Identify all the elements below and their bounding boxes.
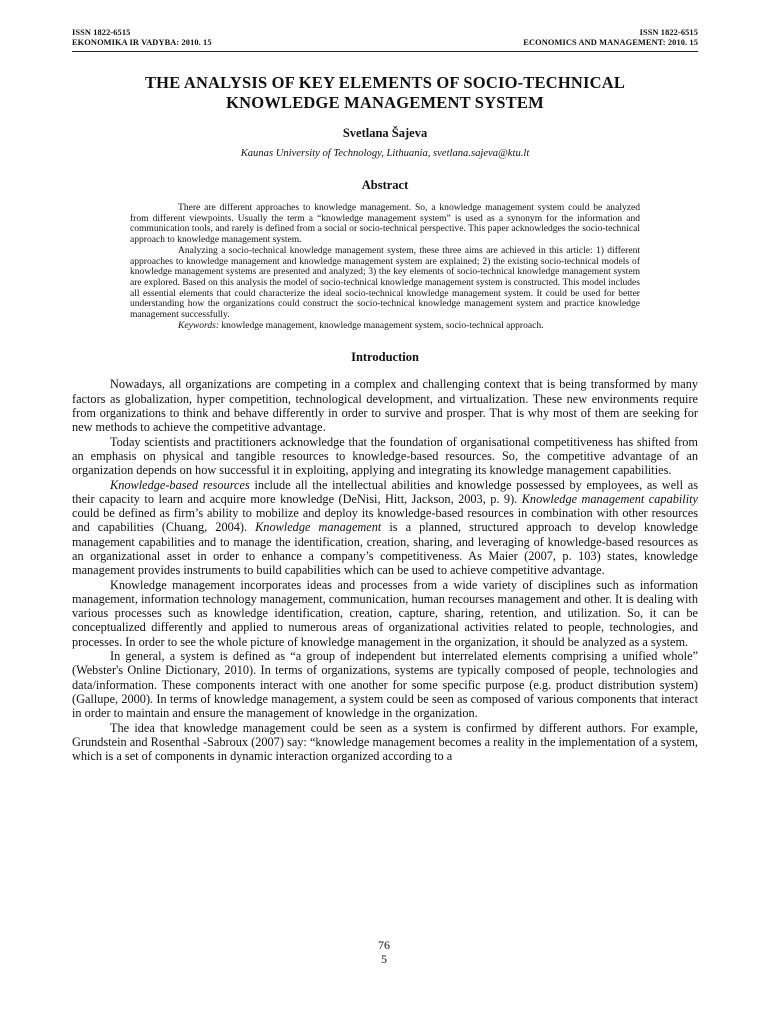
keywords-text: knowledge management, knowledge management system, socio-technical approach. [219, 319, 544, 331]
page-number [0, 938, 768, 966]
keywords-label: Keywords: [178, 319, 220, 331]
term-knowledge-based-resources: Knowledge-based resources [110, 477, 250, 492]
author-affiliation: Kaunas University of Technology, Lithuania, svetlana.sajeva@ktu.lt [240, 148, 530, 159]
paper-page [72, 28, 698, 763]
header-left [72, 28, 212, 48]
abstract [130, 203, 640, 331]
abstract-paragraph-2: Analyzing a socio-technical knowledge management system, these three aims are achieved in this article: 1) different approaches to knowledge management and knowledge management system are explained; 2) the existing socio-technical models of knowledge management systems are presented and analyzed; 3) the key elements of socio-technical knowledge management system are explored. Based on this analysis the model of socio-technical knowledge management system is constructed. This model includes all essential elements that could characterize the ideal socio-technical knowledge management system. It could be used for better understanding how the organizations could construct the socio-technical knowledge management system and practice knowledge management successfully. [130, 244, 640, 321]
header-rule [72, 51, 698, 52]
header-right-journal: ECONOMICS AND MANAGEMENT: 2010. 15 [523, 38, 698, 47]
header-right [523, 28, 698, 48]
keywords [130, 321, 640, 332]
introduction-heading: Introduction [351, 350, 419, 365]
paper-title [72, 73, 698, 113]
intro-p3-text-3: is a planned, structured approach to develop knowledge management capabilities and to manage the identification, creation, sharing, and leveraging of knowledge-based resources as an organizational asset in order to enhance a company’s competitiveness. As Maier (2007, p. 103) states, knowledge management provides instruments to build capabilities which can be used to achieve competitive advantage. [72, 520, 699, 578]
intro-paragraph-5: In general, a system is defined as “a group of independent but interrelated elements comprising a unified whole” (Webster's Online Dictionary, 2010). In terms of organizations, systems are typically composed of people, technologies and data/information. These components interact with one another for some specific purpose (e.g. product distribution system) (Gallupe, 2000). In terms of knowledge management, a system could be seen as composed of various components that interact in order to maintain and ensure the management of knowledge in the organization. [72, 649, 698, 721]
term-knowledge-management: Knowledge management [255, 520, 382, 535]
term-km-capability: Knowledge management capability [521, 491, 698, 506]
intro-paragraph-1: Nowadays, all organizations are competing in a complex and challenging context that is being transformed by many factors as globalization, hyper competition, technological development, and virtualization. These new environments require from organizations to think and behave differently in order to survive and prosper. That is why most of them are seeking for new methods to achieve the competitive advantage. [72, 377, 698, 435]
author-name: Svetlana Šajeva [342, 126, 428, 140]
running-header [72, 28, 698, 48]
abstract-paragraph-1: There are different approaches to knowledge management. So, a knowledge management system could be analyzed from different viewpoints. Usually the term a “knowledge management system” is used as a synonym for the information and communication tools, and rarely is defined from a social or socio-technical perspective. This paper acknowledges the socio-technical approach to knowledge management system. [130, 202, 640, 246]
intro-paragraph-3 [72, 478, 698, 578]
intro-p3-text-1: include all the intellectual abilities and knowledge possessed by employees, as well as their capacity to learn and acquire more knowledge (DeNisi, Hitt, Jackson, 2003, p. 9). [72, 477, 698, 506]
paper-title-line-2: KNOWLEDGE MANAGEMENT SYSTEM [226, 93, 544, 112]
intro-paragraph-4: Knowledge management incorporates ideas and processes from a wide variety of disciplines such as information management, information technology management, communication, human recourses management and other. It is dealing with various processes such as knowledge identification, creation, capture, sharing, retention, and utilization. So, it can be conceptualized differently and applied to numerous areas of organizational activities related to people, technologies, and processes. In order to see the whole picture of knowledge management in the organization, it should be analyzed as a system. [72, 577, 698, 649]
page-number-line-2: 5 [381, 952, 387, 966]
intro-paragraph-6: The idea that knowledge management could be seen as a system is confirmed by different authors. For example, Grundstein and Rosenthal -Sabroux (2007) say: “knowledge management becomes a reality in the implementation of a system, which is a set of components in dynamic interaction organized according to a [72, 720, 698, 764]
page-number-line-1: 76 [378, 938, 390, 952]
header-right-issn: ISSN 1822-6515 [639, 28, 698, 37]
abstract-heading: Abstract [361, 178, 409, 192]
intro-p3-text-2: could be defined as firm’s ability to mobilize and deploy its knowledge-based resources in combination with other resources and capabilities (Chuang, 2004). [72, 506, 698, 535]
introduction-body [72, 377, 698, 763]
intro-paragraph-2: Today scientists and practitioners acknowledge that the foundation of organisational competitiveness has shifted from an emphasis on physical and tangible resources to knowledge-based resources. So, the competitive advantage of an organization depends on how successful it in exploiting, applying and integrating its knowledge management capabilities. [72, 434, 698, 478]
paper-title-line-1: THE ANALYSIS OF KEY ELEMENTS OF SOCIO-TECHNICAL [144, 73, 626, 92]
header-left-issn: ISSN 1822-6515 [72, 28, 131, 37]
header-left-journal: EKONOMIKA IR VADYBA: 2010. 15 [72, 38, 212, 47]
